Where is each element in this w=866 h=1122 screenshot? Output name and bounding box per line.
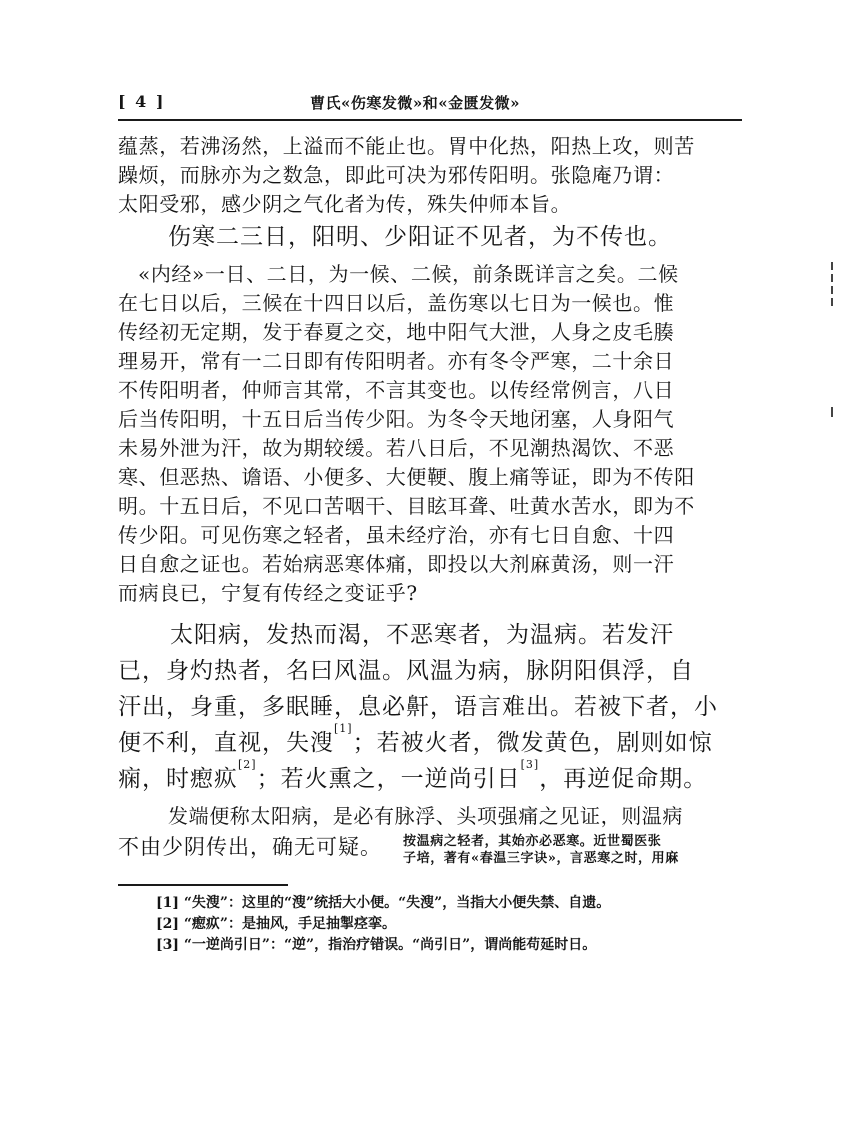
commentary-line: 理易开，常有一二日即有传阳明者。亦有冬令严寒，二十余日 (118, 349, 675, 373)
classic-text-segment: 痫，时瘛疭 (118, 766, 238, 792)
commentary-line: 寒、但恶热、谵语、小便多、大便鞕、腹上痛等证，即为不传阳 (118, 465, 695, 489)
inline-note (403, 833, 679, 867)
footnote-text: “瘛疭”：是抽风，手足抽掣痉挛。 (183, 916, 396, 932)
scan-mark (831, 298, 833, 306)
commentary-line: 不传阳明者，仲师言其常，不言其变也。以传经常例言，八日 (118, 378, 675, 402)
footnote-mark: [2] (156, 916, 179, 932)
classic-text-line: 已，身灼热者，名曰风温。风温为病，脉阴阳俱浮，自 (118, 658, 694, 684)
classic-text-segment: ，再逆促命期。 (539, 766, 708, 792)
footnote-ref-1: [1] (334, 722, 353, 735)
inline-note-line: 子培，著有«春温三字诀»，言恶寒之时，用麻 (403, 851, 679, 866)
classic-text-line: 汗出，身重，多眠睡，息必鼾，语言难出。若被下者，小 (118, 694, 718, 720)
commentary-line: 发端便称太阳病，是必有脉浮、头项强痛之见证，则温病 (168, 804, 683, 828)
classic-text-line: 太阳病，发热而渴，不恶寒者，为温病。若发汗 (170, 622, 674, 648)
classic-text-line (118, 760, 707, 793)
text-line: 太阳受邪，感少阴之气化者为传，殊失仲师本旨。 (118, 192, 572, 216)
commentary-line (118, 831, 679, 866)
commentary-line: 而病良已，宁复有传经之变证乎? (118, 581, 418, 605)
commentary-line: 明。十五日后，不见口苦咽干、目眩耳聋、吐黄水苦水，即为不 (118, 494, 695, 518)
main-text (118, 126, 742, 886)
scan-mark (831, 274, 833, 282)
footnote (156, 892, 610, 912)
classic-text-segment: ；若火熏之，一逆尚引日 (256, 766, 521, 792)
commentary-line: «内经»一日、二日，为一候、二候，前条既详言之矣。二候 (138, 262, 679, 286)
classic-text-segment: ；若被火者，微发黄色，剧则如惊 (352, 730, 713, 756)
footnote-rule (118, 884, 288, 886)
page-number: [ 4 ] (118, 92, 166, 111)
footnote (156, 934, 596, 954)
footnote-mark: [1] (156, 895, 179, 911)
classic-text-segment: 便不利，直视，失溲 (118, 730, 334, 756)
text-line: 躁烦，而脉亦为之数急，即此可决为邪传阳明。张隐庵乃谓： (118, 163, 675, 187)
commentary-text: 不由少阴传出，确无可疑。 (118, 835, 382, 859)
commentary-line: 传少阳。可见伤寒之轻者，虽未经疗治，亦有七日自愈、十四 (118, 523, 675, 547)
classic-text-line (118, 724, 713, 757)
commentary-line: 后当传阳明，十五日后当传少阳。为冬令天地闭塞，人身阳气 (118, 407, 675, 431)
text-line: 蕴蒸，若沸汤然，上溢而不能止也。胃中化热，阳热上攻，则苦 (118, 134, 695, 158)
commentary-line: 在七日以后，三候在十四日以后，盖伤寒以七日为一候也。惟 (118, 291, 675, 315)
running-title: 曹氏«伤寒发微»和«金匮发微» (310, 94, 521, 112)
scan-mark (831, 286, 833, 294)
footnote-text: “一逆尚引日”：“逆”，指治疗错误。“尚引日”，谓尚能苟延时日。 (183, 937, 597, 953)
footnote-ref-3: [3] (520, 758, 540, 771)
commentary-line: 未易外泄为汗，故为期较缓。若八日后，不见潮热渴饮、不恶 (118, 436, 675, 460)
running-header (118, 92, 742, 116)
commentary-line: 日自愈之证也。若始病恶寒体痛，即投以大剂麻黄汤，则一汗 (118, 552, 675, 576)
footnote-mark: [3] (156, 937, 179, 953)
footnote-ref-2: [2] (238, 758, 257, 771)
scan-mark (831, 407, 833, 417)
scan-mark (831, 262, 833, 270)
commentary-line: 传经初无定期，发于春夏之交，地中阳气大泄，人身之皮毛腠 (118, 320, 675, 344)
footnote (156, 913, 396, 933)
header-rule (118, 119, 742, 121)
classic-text-line: 伤寒二三日，阳明、少阳证不见者，为不传也。 (168, 224, 672, 250)
inline-note-line: 按温病之轻者，其始亦必恶寒。近世蜀医张 (403, 834, 662, 849)
footnote-text: “失溲”：这里的“溲”统括大小便。“失溲”，当指大小便失禁、自遗。 (183, 895, 611, 911)
